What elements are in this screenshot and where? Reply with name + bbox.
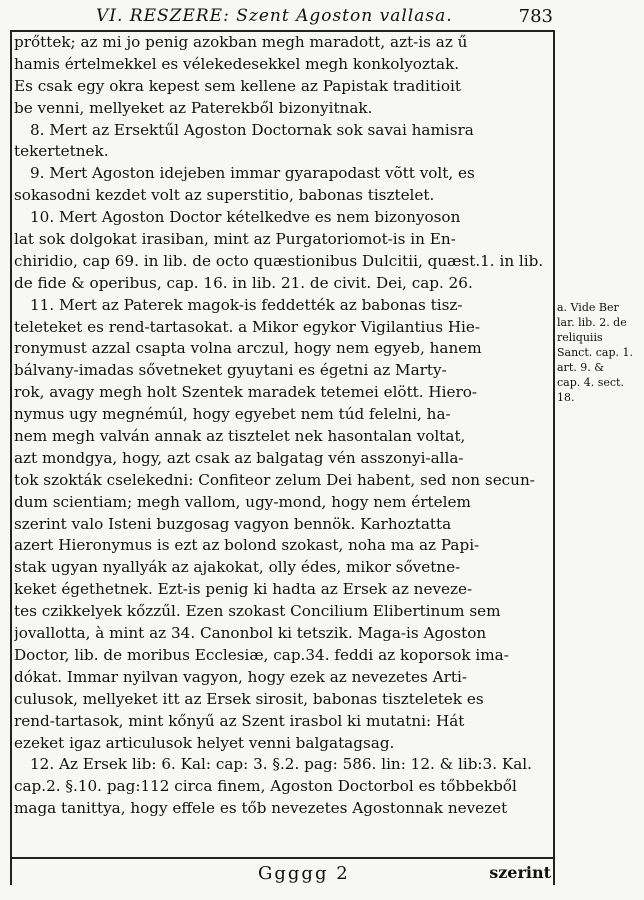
marginal-note-line: a. Vide Ber: [557, 301, 619, 314]
text-line: be venni, mellyeket az Paterekből bizonyitnak.: [14, 98, 373, 117]
text-line: 9. Mert Agoston idejeben immar gyarapodast võtt volt, es: [30, 164, 475, 183]
text-line: azt mondgya, hogy, azt csak az balgatag vén asszonyi-alla-: [14, 448, 464, 467]
text-line: 10. Mert Agoston Doctor kételkedve es nem bizonyoson: [30, 208, 461, 227]
left-frame-rule: [10, 30, 12, 885]
text-line: ronymust azzal csapta volna arczul, hogy nem egyeb, hanem: [14, 339, 482, 358]
text-line: Es csak egy okra kepest sem kellene az Papistak traditioit: [14, 76, 461, 95]
text-line: Doctor, lib. de moribus Ecclesiæ, cap.34. feddi az koporsok ima-: [14, 645, 509, 664]
text-line: lat sok dolgokat irasiban, mint az Purgatoriomot-is in En-: [14, 230, 456, 249]
text-line: chiridio, cap 69. in lib. de octo quæstionibus Dulcitii, quæst.1. in lib.: [14, 251, 544, 270]
marginal-note-line: reliquiis: [557, 331, 603, 344]
text-line: teleteket es rend-tartasokat. a Mikor egykor Vigilantius Hie-: [14, 317, 481, 336]
text-line: tes czikkelyek kőzzűl. Ezen szokast Concilium Elibertinum sem: [14, 602, 501, 621]
text-line: ezeket igaz articulusok helyet venni balgatagsag.: [14, 733, 395, 752]
text-line: 12. Az Ersek lib: 6. Kal: cap: 3. §.2. pag: 586. lin: 12. & lib:3. Kal.: [30, 755, 532, 774]
text-line: maga tanittya, hogy effele es tőb nevezetes Agostonnak nevezet: [14, 799, 508, 818]
text-line: stak ugyan nyallyák az ajakokat, olly édes, mikor sővetne-: [14, 558, 461, 577]
text-line: hamis értelmekkel es vélekedesekkel megh konkolyoztak.: [14, 54, 460, 73]
text-line: 11. Mert az Paterek magok-is feddették az babonas tisz-: [30, 295, 463, 314]
text-line: nem megh valván annak az tisztelet nek hasontalan voltat,: [14, 427, 466, 446]
text-line: prőttek; az mi jo penig azokban megh maradott, azt-is az ű: [14, 33, 468, 51]
running-head: VI. RESZERE: Szent Agoston vallasa.: [96, 6, 453, 26]
marginal-note-line: cap. 4. sect.: [557, 376, 624, 389]
text-line: 8. Mert az Ersektűl Agoston Doctornak sok savai hamisra: [30, 120, 474, 139]
page-number: 783: [518, 6, 553, 27]
text-line: keket égethetnek. Ezt-is penig ki hadta az Ersek az neveze-: [14, 580, 473, 599]
marginal-note-line: 18.: [557, 391, 575, 404]
text-line: tekertetnek.: [14, 142, 109, 161]
text-line: nymus ugy megnémúl, hogy egyebet nem túd felelni, ha-: [14, 405, 451, 424]
marginal-note-line: art. 9. &: [557, 361, 605, 374]
catchword: szerint: [489, 863, 551, 882]
text-line: rok, avagy megh holt Szentek maradek tetemei elött. Hiero-: [14, 383, 478, 402]
marginal-note-line: lar. lib. 2. de: [557, 316, 627, 329]
text-line: azert Hieronymus is ezt az bolond szokast, noha ma az Papi-: [14, 536, 480, 555]
text-line: szerint valo Isteni buzgosag vagyon bennök. Karhoztatta: [14, 514, 452, 533]
page-footer: [10, 857, 555, 889]
marginal-note-line: Sanct. cap. 1.: [557, 346, 634, 359]
text-line: culusok, mellyeket itt az Ersek sirosit, babonas tiszteletek es: [14, 689, 484, 708]
right-frame-rule: [553, 30, 555, 885]
text-line: bálvany-imadas sővetneket gyuytani es égetni az Marty-: [14, 361, 447, 380]
main-text-block: [14, 32, 550, 820]
page-header: [10, 4, 555, 32]
text-line: rend-tartasok, mint kőnyű az Szent irasbol ki mutatni: Hát: [14, 711, 465, 730]
text-line: de fide & operibus, cap. 16. in lib. 21. de civit. Dei, cap. 26.: [14, 273, 473, 292]
text-line: tok szokták cselekedni: Confiteor zelum Dei habent, sed non secun-: [14, 470, 535, 489]
text-line: dókat. Immar nyilvan vagyon, hogy ezek az nevezetes Arti-: [14, 667, 467, 686]
text-line: sokasodni kezdet volt az superstitio, babonas tisztelet.: [14, 186, 435, 205]
marginal-note: [557, 300, 641, 405]
text-line: dum scientiam; megh vallom, ugy-mond, hogy nem értelem: [14, 492, 471, 511]
signature-mark: Ggggg 2: [258, 863, 350, 884]
text-line: jovallotta, à mint az 34. Canonbol ki tetszik. Maga-is Agoston: [14, 624, 487, 643]
text-line: cap.2. §.10. pag:112 circa finem, Agoston Doctorbol es tőbbekből: [14, 777, 517, 796]
